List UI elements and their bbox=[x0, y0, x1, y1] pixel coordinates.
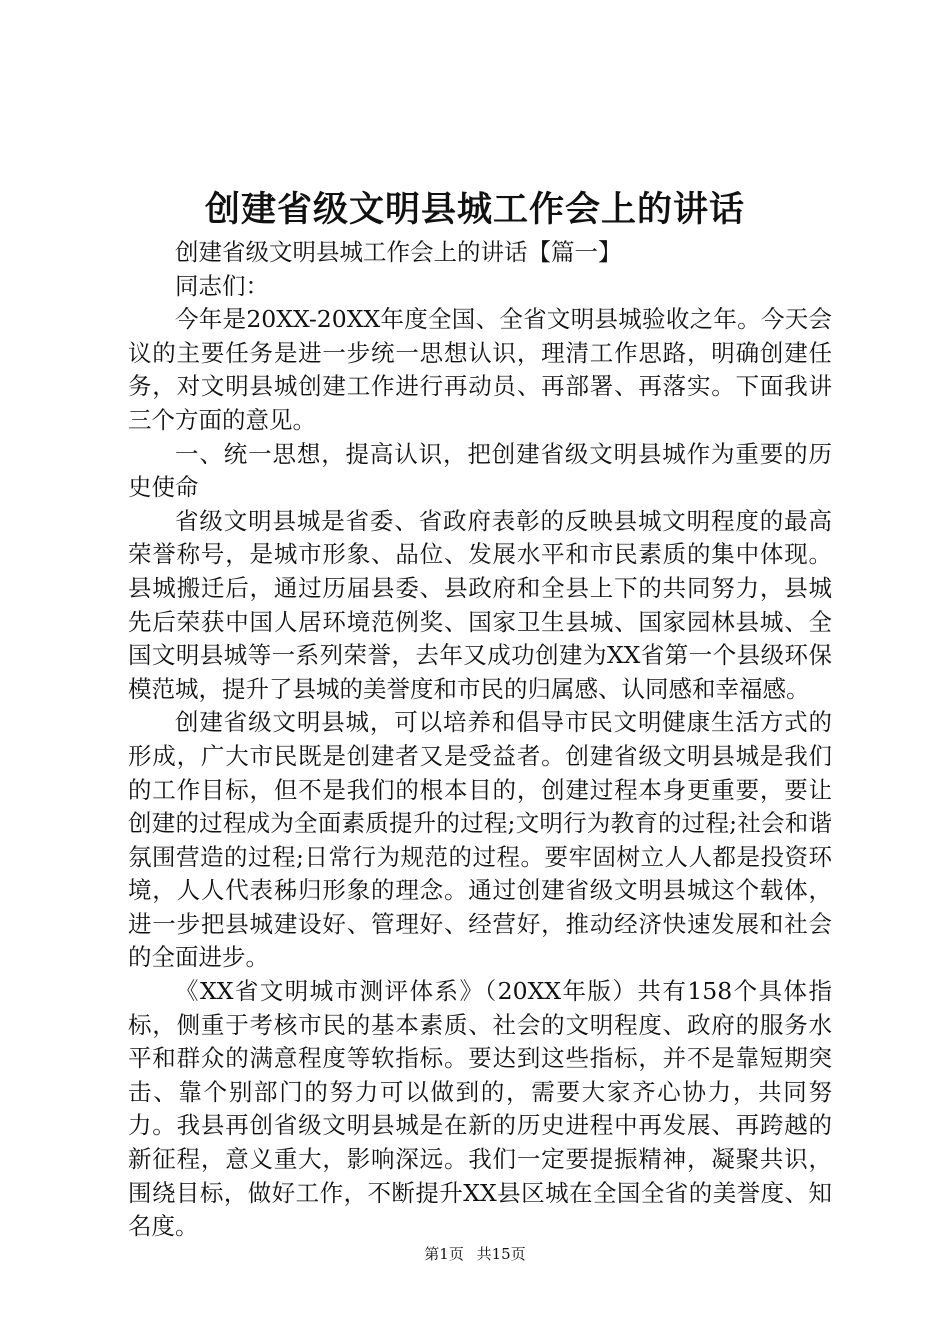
body-paragraph: 今年是20XX-20XX年度全国、全省文明县城验收之年。今天会议的主要任务是进一步统一思想认识，理清工作思路，明确创建任务，对文明县城创建工作进行再动员、再部署、再落实。下面我讲三个方面的意见。 bbox=[128, 305, 832, 434]
document-title: 创建省级文明县城工作会上的讲话 bbox=[204, 189, 745, 230]
body-paragraph: 省级文明县城是省委、省政府表彰的反映县城文明程度的最高荣誉称号，是城市形象、品位、发展水平和市民素质的集中体现。县城搬迁后，通过历届县委、县政府和全县上下的共同努力，县城先后荣获中国人居环境范例奖、国家卫生县城、国家园林县城、全国文明县城等一系列荣誉，去年又成功创建为XX省第一个县级环保模范城，提升了县城的美誉度和市民的归属感、认同感和幸福感。 bbox=[128, 506, 832, 703]
salutation: 同志们： bbox=[175, 271, 269, 300]
body-paragraph: 《XX省文明城市测评体系》（20XX年版）共有158个具体指标，侧重于考核市民的基本素质、社会的文明程度、政府的服务水平和群众的满意程度等软指标。要达到这些指标，并不是靠短期突击、靠个别部门的努力可以做到的，需要大家齐心协力，共同努力。我县再创省级文明县城是在新的历史进程中再发展、再跨越的新征程，意义重大，影响深远。我们一定要提振精神，凝聚共识，围绕目标，做好工作，不断提升XX县区城在全国全省的美誉度、知名度。 bbox=[128, 977, 832, 1241]
page-total: 共15页 bbox=[476, 1245, 526, 1263]
section-heading: 创建省级文明县城工作会上的讲话【篇一】 bbox=[175, 238, 622, 266]
page-number: 第1页 bbox=[424, 1245, 464, 1263]
body-paragraph: 创建省级文明县城，可以培养和倡导市民文明健康生活方式的形成，广大市民既是创建者又是受益者。创建省级文明县城是我们的工作目标，但不是我们的根本目的，创建过程本身更重要，要让创建的过程成为全面素质提升的过程;文明行为教育的过程;社会和谐氛围营造的过程;日常行为规范的过程。要牢固树立人人都是投资环境，人人代表秭归形象的理念。通过创建省级文明县城这个载体，进一步把县城建设好、管理好、经营好，推动经济快速发展和社会的全面进步。 bbox=[128, 708, 832, 972]
document-body bbox=[128, 236, 832, 1244]
subsection-heading: 一、统一思想，提高认识，把创建省级文明县城作为重要的历史使命 bbox=[128, 439, 832, 502]
page-footer bbox=[0, 1244, 950, 1264]
